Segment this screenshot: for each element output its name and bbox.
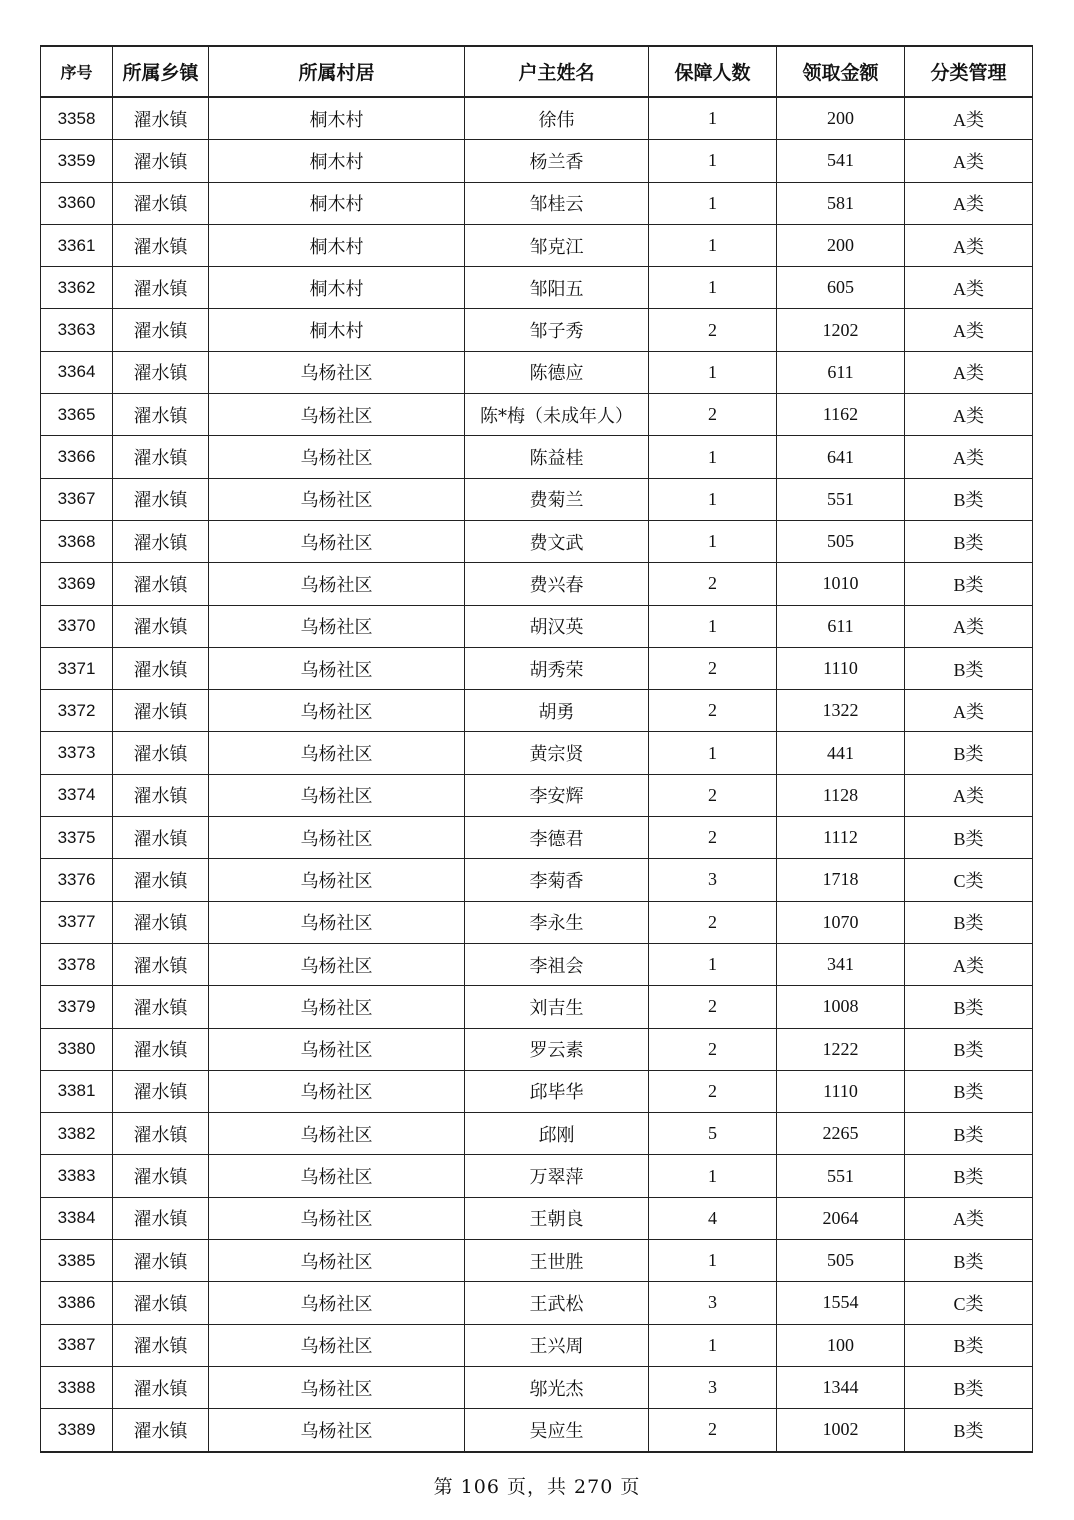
- township-cell: 濯水镇: [113, 817, 209, 859]
- serial-number-cell: 3373: [41, 732, 113, 774]
- serial-number-cell: 3380: [41, 1028, 113, 1070]
- serial-number-cell: 3375: [41, 817, 113, 859]
- township-cell: 濯水镇: [113, 986, 209, 1028]
- household-head-cell: 费文武: [465, 520, 649, 562]
- serial-number-cell: 3378: [41, 943, 113, 985]
- serial-number-cell: 3377: [41, 901, 113, 943]
- amount-cell: 1112: [777, 817, 905, 859]
- insured-count-cell: 2: [649, 394, 777, 436]
- amount-cell: 611: [777, 351, 905, 393]
- serial-number-cell: 3381: [41, 1070, 113, 1112]
- table-row: [41, 1028, 1033, 1070]
- amount-cell: 1070: [777, 901, 905, 943]
- township-cell: 濯水镇: [113, 605, 209, 647]
- table-row: [41, 986, 1033, 1028]
- village-cell: 桐木村: [209, 224, 465, 266]
- serial-number-cell: 3361: [41, 224, 113, 266]
- table-row: [41, 563, 1033, 605]
- header-serial-number: 序号: [41, 46, 113, 97]
- insured-count-cell: 1: [649, 1324, 777, 1366]
- table-row: [41, 901, 1033, 943]
- village-cell: 乌杨社区: [209, 1240, 465, 1282]
- table-row: [41, 1324, 1033, 1366]
- amount-cell: 100: [777, 1324, 905, 1366]
- category-cell: A类: [905, 224, 1033, 266]
- header-township: 所属乡镇: [113, 46, 209, 97]
- household-head-cell: 邹阳五: [465, 267, 649, 309]
- village-cell: 乌杨社区: [209, 1324, 465, 1366]
- amount-cell: 1110: [777, 1070, 905, 1112]
- township-cell: 濯水镇: [113, 1240, 209, 1282]
- category-cell: A类: [905, 394, 1033, 436]
- village-cell: 桐木村: [209, 267, 465, 309]
- category-cell: A类: [905, 267, 1033, 309]
- township-cell: 濯水镇: [113, 351, 209, 393]
- category-cell: A类: [905, 690, 1033, 732]
- township-cell: 濯水镇: [113, 309, 209, 351]
- village-cell: 乌杨社区: [209, 859, 465, 901]
- serial-number-cell: 3359: [41, 140, 113, 182]
- village-cell: 乌杨社区: [209, 1366, 465, 1408]
- serial-number-cell: 3382: [41, 1113, 113, 1155]
- table-row: [41, 817, 1033, 859]
- amount-cell: 1010: [777, 563, 905, 605]
- insured-count-cell: 1: [649, 478, 777, 520]
- village-cell: 桐木村: [209, 309, 465, 351]
- insured-count-cell: 1: [649, 224, 777, 266]
- household-head-cell: 杨兰香: [465, 140, 649, 182]
- household-head-cell: 吴应生: [465, 1409, 649, 1452]
- table-row: [41, 859, 1033, 901]
- township-cell: 濯水镇: [113, 943, 209, 985]
- amount-cell: 641: [777, 436, 905, 478]
- amount-cell: 2265: [777, 1113, 905, 1155]
- header-household-head: 户主姓名: [465, 46, 649, 97]
- amount-cell: 611: [777, 605, 905, 647]
- category-cell: B类: [905, 520, 1033, 562]
- category-cell: B类: [905, 1028, 1033, 1070]
- amount-cell: 1322: [777, 690, 905, 732]
- serial-number-cell: 3370: [41, 605, 113, 647]
- amount-cell: 200: [777, 224, 905, 266]
- village-cell: 乌杨社区: [209, 986, 465, 1028]
- serial-number-cell: 3386: [41, 1282, 113, 1324]
- amount-cell: 441: [777, 732, 905, 774]
- table-row: [41, 1113, 1033, 1155]
- village-cell: 桐木村: [209, 140, 465, 182]
- header-amount: 领取金额: [777, 46, 905, 97]
- amount-cell: 541: [777, 140, 905, 182]
- village-cell: 桐木村: [209, 182, 465, 224]
- township-cell: 濯水镇: [113, 224, 209, 266]
- category-cell: C类: [905, 859, 1033, 901]
- household-head-cell: 李菊香: [465, 859, 649, 901]
- category-cell: B类: [905, 1240, 1033, 1282]
- table-row: [41, 690, 1033, 732]
- amount-cell: 1222: [777, 1028, 905, 1070]
- header-village: 所属村居: [209, 46, 465, 97]
- township-cell: 濯水镇: [113, 478, 209, 520]
- amount-cell: 605: [777, 267, 905, 309]
- insured-count-cell: 1: [649, 1155, 777, 1197]
- amount-cell: 1718: [777, 859, 905, 901]
- township-cell: 濯水镇: [113, 1366, 209, 1408]
- serial-number-cell: 3379: [41, 986, 113, 1028]
- insured-count-cell: 2: [649, 1070, 777, 1112]
- insured-count-cell: 1: [649, 436, 777, 478]
- household-head-cell: 邱刚: [465, 1113, 649, 1155]
- serial-number-cell: 3358: [41, 97, 113, 140]
- village-cell: 乌杨社区: [209, 478, 465, 520]
- category-cell: A类: [905, 182, 1033, 224]
- household-head-cell: 李永生: [465, 901, 649, 943]
- serial-number-cell: 3369: [41, 563, 113, 605]
- header-row: [41, 46, 1033, 97]
- household-head-cell: 胡汉英: [465, 605, 649, 647]
- insured-count-cell: 1: [649, 605, 777, 647]
- insured-count-cell: 2: [649, 901, 777, 943]
- insured-count-cell: 2: [649, 690, 777, 732]
- category-cell: B类: [905, 1409, 1033, 1452]
- village-cell: 乌杨社区: [209, 647, 465, 689]
- household-head-cell: 邹子秀: [465, 309, 649, 351]
- village-cell: 乌杨社区: [209, 817, 465, 859]
- amount-cell: 581: [777, 182, 905, 224]
- serial-number-cell: 3372: [41, 690, 113, 732]
- category-cell: B类: [905, 1070, 1033, 1112]
- amount-cell: 200: [777, 97, 905, 140]
- township-cell: 濯水镇: [113, 1070, 209, 1112]
- table-row: [41, 647, 1033, 689]
- insured-count-cell: 4: [649, 1197, 777, 1239]
- table-row: [41, 1155, 1033, 1197]
- township-cell: 濯水镇: [113, 140, 209, 182]
- serial-number-cell: 3383: [41, 1155, 113, 1197]
- table-row: [41, 732, 1033, 774]
- insured-count-cell: 2: [649, 774, 777, 816]
- serial-number-cell: 3389: [41, 1409, 113, 1452]
- household-head-cell: 万翠萍: [465, 1155, 649, 1197]
- village-cell: 乌杨社区: [209, 605, 465, 647]
- category-cell: A类: [905, 1197, 1033, 1239]
- village-cell: 乌杨社区: [209, 436, 465, 478]
- insured-count-cell: 2: [649, 309, 777, 351]
- insured-count-cell: 3: [649, 1366, 777, 1408]
- township-cell: 濯水镇: [113, 267, 209, 309]
- serial-number-cell: 3366: [41, 436, 113, 478]
- household-head-cell: 徐伟: [465, 97, 649, 140]
- table-row: [41, 394, 1033, 436]
- serial-number-cell: 3367: [41, 478, 113, 520]
- category-cell: A类: [905, 436, 1033, 478]
- village-cell: 乌杨社区: [209, 1155, 465, 1197]
- serial-number-cell: 3363: [41, 309, 113, 351]
- household-head-cell: 王兴周: [465, 1324, 649, 1366]
- household-head-cell: 邹桂云: [465, 182, 649, 224]
- insured-count-cell: 2: [649, 1409, 777, 1452]
- village-cell: 乌杨社区: [209, 1409, 465, 1452]
- household-head-cell: 李德君: [465, 817, 649, 859]
- category-cell: A类: [905, 774, 1033, 816]
- township-cell: 濯水镇: [113, 859, 209, 901]
- household-head-cell: 胡秀荣: [465, 647, 649, 689]
- table-row: [41, 1197, 1033, 1239]
- village-cell: 乌杨社区: [209, 732, 465, 774]
- village-cell: 乌杨社区: [209, 774, 465, 816]
- household-head-cell: 陈*梅（未成年人）: [465, 394, 649, 436]
- table-row: [41, 478, 1033, 520]
- household-head-cell: 邱毕华: [465, 1070, 649, 1112]
- township-cell: 濯水镇: [113, 774, 209, 816]
- serial-number-cell: 3368: [41, 520, 113, 562]
- village-cell: 乌杨社区: [209, 1113, 465, 1155]
- village-cell: 乌杨社区: [209, 943, 465, 985]
- amount-cell: 551: [777, 1155, 905, 1197]
- category-cell: B类: [905, 901, 1033, 943]
- table-row: [41, 1409, 1033, 1452]
- table-row: [41, 943, 1033, 985]
- township-cell: 濯水镇: [113, 690, 209, 732]
- township-cell: 濯水镇: [113, 520, 209, 562]
- township-cell: 濯水镇: [113, 1282, 209, 1324]
- amount-cell: 551: [777, 478, 905, 520]
- serial-number-cell: 3388: [41, 1366, 113, 1408]
- serial-number-cell: 3387: [41, 1324, 113, 1366]
- household-head-cell: 邹克江: [465, 224, 649, 266]
- category-cell: A类: [905, 309, 1033, 351]
- table-row: [41, 224, 1033, 266]
- township-cell: 濯水镇: [113, 901, 209, 943]
- amount-cell: 1344: [777, 1366, 905, 1408]
- category-cell: B类: [905, 732, 1033, 774]
- serial-number-cell: 3374: [41, 774, 113, 816]
- village-cell: 乌杨社区: [209, 901, 465, 943]
- serial-number-cell: 3364: [41, 351, 113, 393]
- header-category: 分类管理: [905, 46, 1033, 97]
- household-head-cell: 刘吉生: [465, 986, 649, 1028]
- household-head-cell: 王朝良: [465, 1197, 649, 1239]
- township-cell: 濯水镇: [113, 1324, 209, 1366]
- serial-number-cell: 3360: [41, 182, 113, 224]
- amount-cell: 505: [777, 1240, 905, 1282]
- table-row: [41, 1366, 1033, 1408]
- serial-number-cell: 3371: [41, 647, 113, 689]
- table-row: [41, 351, 1033, 393]
- table-row: [41, 1240, 1033, 1282]
- household-head-cell: 王世胜: [465, 1240, 649, 1282]
- category-cell: A类: [905, 97, 1033, 140]
- village-cell: 乌杨社区: [209, 520, 465, 562]
- table-row: [41, 97, 1033, 140]
- category-cell: B类: [905, 478, 1033, 520]
- relief-roster-table: [40, 45, 1033, 1453]
- household-head-cell: 罗云素: [465, 1028, 649, 1070]
- table-row: [41, 1070, 1033, 1112]
- village-cell: 乌杨社区: [209, 690, 465, 732]
- insured-count-cell: 3: [649, 1282, 777, 1324]
- amount-cell: 1554: [777, 1282, 905, 1324]
- page-footer: 第 106 页，共 270 页: [433, 1476, 641, 1498]
- household-head-cell: 王武松: [465, 1282, 649, 1324]
- township-cell: 濯水镇: [113, 1409, 209, 1452]
- amount-cell: 1128: [777, 774, 905, 816]
- township-cell: 濯水镇: [113, 647, 209, 689]
- insured-count-cell: 1: [649, 520, 777, 562]
- township-cell: 濯水镇: [113, 436, 209, 478]
- insured-count-cell: 1: [649, 182, 777, 224]
- village-cell: 乌杨社区: [209, 1282, 465, 1324]
- township-cell: 濯水镇: [113, 182, 209, 224]
- insured-count-cell: 1: [649, 267, 777, 309]
- insured-count-cell: 1: [649, 97, 777, 140]
- category-cell: B类: [905, 817, 1033, 859]
- category-cell: B类: [905, 986, 1033, 1028]
- amount-cell: 1110: [777, 647, 905, 689]
- serial-number-cell: 3362: [41, 267, 113, 309]
- amount-cell: 2064: [777, 1197, 905, 1239]
- table-header: [41, 46, 1033, 97]
- category-cell: A类: [905, 605, 1033, 647]
- table-body: [41, 97, 1033, 1452]
- table-row: [41, 1282, 1033, 1324]
- table-row: [41, 520, 1033, 562]
- category-cell: A类: [905, 943, 1033, 985]
- serial-number-cell: 3384: [41, 1197, 113, 1239]
- category-cell: B类: [905, 647, 1033, 689]
- insured-count-cell: 1: [649, 140, 777, 182]
- household-head-cell: 邬光杰: [465, 1366, 649, 1408]
- insured-count-cell: 2: [649, 563, 777, 605]
- table-row: [41, 267, 1033, 309]
- township-cell: 濯水镇: [113, 1155, 209, 1197]
- village-cell: 乌杨社区: [209, 394, 465, 436]
- insured-count-cell: 2: [649, 817, 777, 859]
- amount-cell: 1202: [777, 309, 905, 351]
- serial-number-cell: 3365: [41, 394, 113, 436]
- table-row: [41, 436, 1033, 478]
- amount-cell: 505: [777, 520, 905, 562]
- household-head-cell: 费兴春: [465, 563, 649, 605]
- village-cell: 桐木村: [209, 97, 465, 140]
- insured-count-cell: 1: [649, 943, 777, 985]
- township-cell: 濯水镇: [113, 732, 209, 774]
- insured-count-cell: 2: [649, 647, 777, 689]
- header-insured-count: 保障人数: [649, 46, 777, 97]
- category-cell: B类: [905, 1366, 1033, 1408]
- category-cell: B类: [905, 1324, 1033, 1366]
- township-cell: 濯水镇: [113, 1197, 209, 1239]
- category-cell: C类: [905, 1282, 1033, 1324]
- village-cell: 乌杨社区: [209, 1028, 465, 1070]
- amount-cell: 1008: [777, 986, 905, 1028]
- insured-count-cell: 1: [649, 1240, 777, 1282]
- category-cell: A类: [905, 351, 1033, 393]
- amount-cell: 1162: [777, 394, 905, 436]
- table-row: [41, 182, 1033, 224]
- village-cell: 乌杨社区: [209, 1197, 465, 1239]
- township-cell: 濯水镇: [113, 1113, 209, 1155]
- household-head-cell: 陈德应: [465, 351, 649, 393]
- category-cell: B类: [905, 1155, 1033, 1197]
- household-head-cell: 李安辉: [465, 774, 649, 816]
- category-cell: B类: [905, 563, 1033, 605]
- category-cell: A类: [905, 140, 1033, 182]
- amount-cell: 341: [777, 943, 905, 985]
- household-head-cell: 胡勇: [465, 690, 649, 732]
- insured-count-cell: 2: [649, 986, 777, 1028]
- insured-count-cell: 2: [649, 1028, 777, 1070]
- insured-count-cell: 1: [649, 351, 777, 393]
- household-head-cell: 李祖会: [465, 943, 649, 985]
- table-row: [41, 309, 1033, 351]
- household-head-cell: 陈益桂: [465, 436, 649, 478]
- table-row: [41, 774, 1033, 816]
- township-cell: 濯水镇: [113, 1028, 209, 1070]
- serial-number-cell: 3385: [41, 1240, 113, 1282]
- category-cell: B类: [905, 1113, 1033, 1155]
- township-cell: 濯水镇: [113, 97, 209, 140]
- village-cell: 乌杨社区: [209, 563, 465, 605]
- serial-number-cell: 3376: [41, 859, 113, 901]
- insured-count-cell: 5: [649, 1113, 777, 1155]
- village-cell: 乌杨社区: [209, 351, 465, 393]
- household-head-cell: 黄宗贤: [465, 732, 649, 774]
- insured-count-cell: 3: [649, 859, 777, 901]
- amount-cell: 1002: [777, 1409, 905, 1452]
- household-head-cell: 费菊兰: [465, 478, 649, 520]
- township-cell: 濯水镇: [113, 394, 209, 436]
- table-row: [41, 605, 1033, 647]
- township-cell: 濯水镇: [113, 563, 209, 605]
- table-row: [41, 140, 1033, 182]
- village-cell: 乌杨社区: [209, 1070, 465, 1112]
- insured-count-cell: 1: [649, 732, 777, 774]
